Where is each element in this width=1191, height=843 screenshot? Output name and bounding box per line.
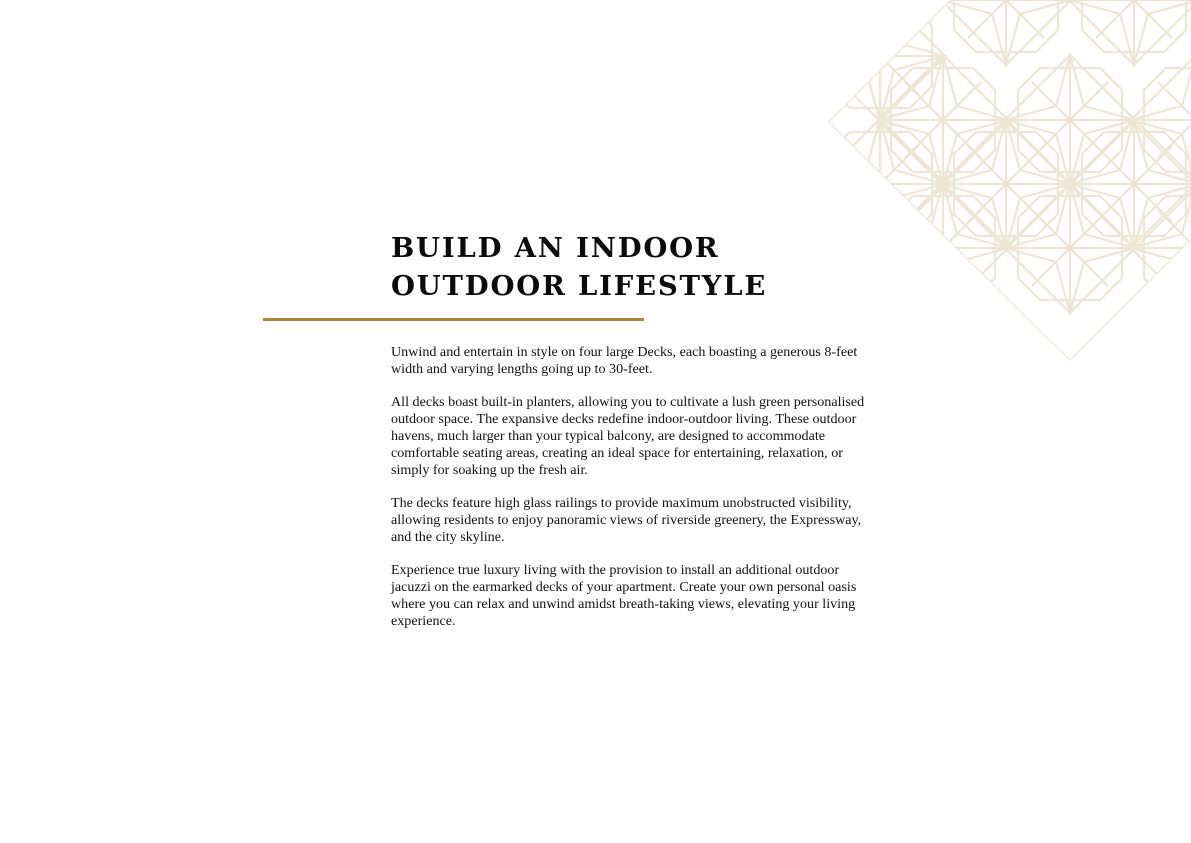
headline-line-1: BUILD AN INDOOR [391,232,720,264]
paragraph-glass-railings: The decks feature high glass railings to provide maximum unobstructed visibility, allowing residents to enjoy panoramic views of riverside greenery, the Expressway, and the city skyline. [391,495,862,545]
body-copy [391,344,869,646]
paragraph-decks-intro: Unwind and entertain in style on four large Decks, each boasting a generous 8-feet width and varying lengths going up to 30-feet. [391,344,858,377]
headline-line-2: OUTDOOR LIFESTYLE [391,270,768,302]
accent-divider [263,318,644,321]
paragraph-planters: All decks boast built-in planters, allowing you to cultivate a lush green personalised outdoor space. The expansive decks redefine indoor-outdoor living. These outdoor havens, much larger than your typical balcony, are designed to accommodate comfortable seating areas, creating an ideal space for entertaining, relaxation, or simply for soaking up the fresh air. [391,394,865,478]
paragraph-jacuzzi: Experience true luxury living with the provision to install an additional outdoor jacuzzi on the earmarked decks of your apartment. Create your own personal oasis where you can relax and unwind amidst breath-taking views, elevating your living experience. [391,562,857,629]
page-headline [391,229,767,305]
geometric-star-pattern-icon [828,0,1191,363]
